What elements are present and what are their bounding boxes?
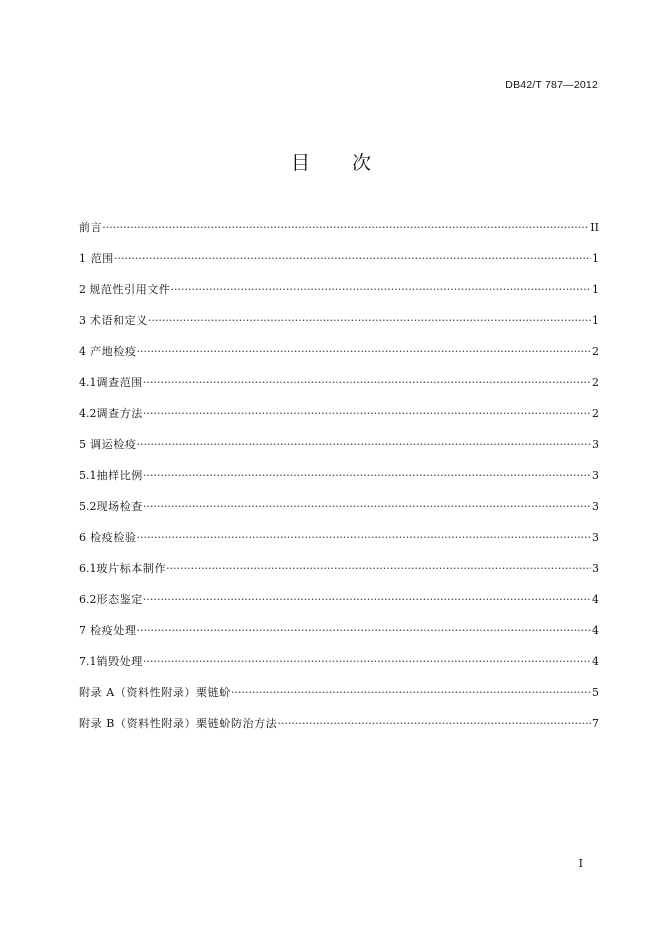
toc-entry[interactable] [79, 529, 599, 560]
toc-entry-label: 调查范围 [96, 376, 143, 389]
toc-entry-number: 5.2 [79, 500, 97, 513]
toc-entry[interactable] [79, 219, 599, 250]
toc-entry-number: 4.2 [79, 407, 97, 420]
toc-entry-number: 4.1 [79, 376, 97, 389]
standard-code: DB42/T 787—2012 [505, 79, 598, 91]
toc-entry[interactable] [79, 467, 599, 498]
toc-entry[interactable] [79, 312, 599, 343]
toc-entry-number: 3 [79, 314, 86, 327]
toc-entry-page: 2 [592, 345, 599, 358]
dot-leader [137, 436, 591, 454]
dot-leader [143, 498, 591, 516]
toc-entry-page: II [590, 221, 599, 234]
dot-leader [143, 467, 591, 485]
toc-entry[interactable] [79, 405, 599, 436]
toc-entry-page: 1 [592, 314, 599, 327]
toc-entry[interactable] [79, 498, 599, 529]
toc-entry-label: 形态鉴定 [96, 593, 143, 606]
toc-entry-label: 玻片标本制作 [96, 562, 167, 575]
toc-entry-page: 2 [592, 407, 599, 420]
toc-entry-label: 检疫检验 [90, 531, 137, 544]
toc-entry-number: 1 [79, 252, 86, 265]
toc-entry-page: 3 [592, 500, 599, 513]
toc-entry-label: 产地检疫 [90, 345, 137, 358]
toc-entry-page: 4 [592, 624, 599, 637]
toc-entry-number: 6.1 [79, 562, 97, 575]
dot-leader [166, 560, 591, 578]
dot-leader [137, 529, 591, 547]
toc-entry-number: 6 [79, 531, 86, 544]
toc-entry-label: 现场检查 [96, 500, 143, 513]
dot-leader [148, 312, 591, 330]
dot-leader [137, 622, 591, 640]
dot-leader [102, 219, 589, 237]
toc-entry-page: 4 [592, 593, 599, 606]
toc-title: 目 次 [290, 152, 390, 174]
toc-entry-page: 1 [591, 252, 599, 265]
toc-entry-label: 销毁处理 [96, 655, 143, 668]
toc-entry-page: 7 [592, 717, 599, 730]
page-number: I [578, 857, 583, 870]
toc-entry-label: 检疫处理 [90, 624, 137, 637]
dot-leader [143, 653, 591, 671]
toc-entry[interactable] [79, 281, 599, 312]
toc-entry-label: 术语和定义 [89, 314, 148, 327]
toc-entry-page: 3 [592, 469, 599, 482]
toc-entry[interactable] [79, 436, 599, 467]
dot-leader [137, 343, 591, 361]
toc-entry-label: 范围 [90, 252, 114, 265]
table-of-contents [79, 219, 599, 746]
toc-entry[interactable] [79, 374, 599, 405]
toc-entry-page: 3 [592, 438, 599, 451]
toc-entry-number: 6.2 [79, 593, 97, 606]
toc-entry[interactable] [79, 622, 599, 653]
toc-entry-page: 3 [592, 562, 599, 575]
dot-leader [277, 715, 591, 733]
dot-leader [143, 591, 591, 609]
toc-entry-label: 前言 [79, 221, 103, 234]
toc-entry[interactable] [79, 343, 599, 374]
toc-entry[interactable] [79, 715, 599, 746]
toc-entry-number: 5 [79, 438, 86, 451]
toc-entry-label: 规范性引用文件 [89, 283, 171, 296]
toc-entry[interactable] [79, 653, 599, 684]
toc-entry-page: 4 [592, 655, 599, 668]
toc-entry[interactable] [79, 560, 599, 591]
toc-entry-page: 3 [592, 531, 599, 544]
dot-leader [231, 684, 591, 702]
dot-leader [143, 405, 591, 423]
toc-entry-number: 2 [79, 283, 86, 296]
dot-leader [114, 250, 591, 268]
toc-entry[interactable] [79, 591, 599, 622]
toc-entry-number: 7 [79, 624, 86, 637]
toc-entry-number: 4 [79, 345, 86, 358]
toc-entry-label: 调运检疫 [90, 438, 137, 451]
toc-entry-number: 5.1 [79, 469, 97, 482]
toc-entry-page: 2 [592, 376, 599, 389]
toc-entry-label: 调查方法 [96, 407, 143, 420]
dot-leader [171, 281, 591, 299]
toc-entry-number: 7.1 [79, 655, 97, 668]
toc-entry-page: 5 [592, 686, 599, 699]
toc-entry-label: 抽样比例 [96, 469, 143, 482]
toc-entry[interactable] [79, 250, 599, 281]
toc-entry-label: 附录 B（资料性附录）栗链蚧防治方法 [79, 717, 278, 730]
toc-entry-label: 附录 A（资料性附录）栗链蚧 [79, 686, 231, 699]
toc-entry[interactable] [79, 684, 599, 715]
dot-leader [143, 374, 591, 392]
toc-entry-page: 1 [592, 283, 599, 296]
